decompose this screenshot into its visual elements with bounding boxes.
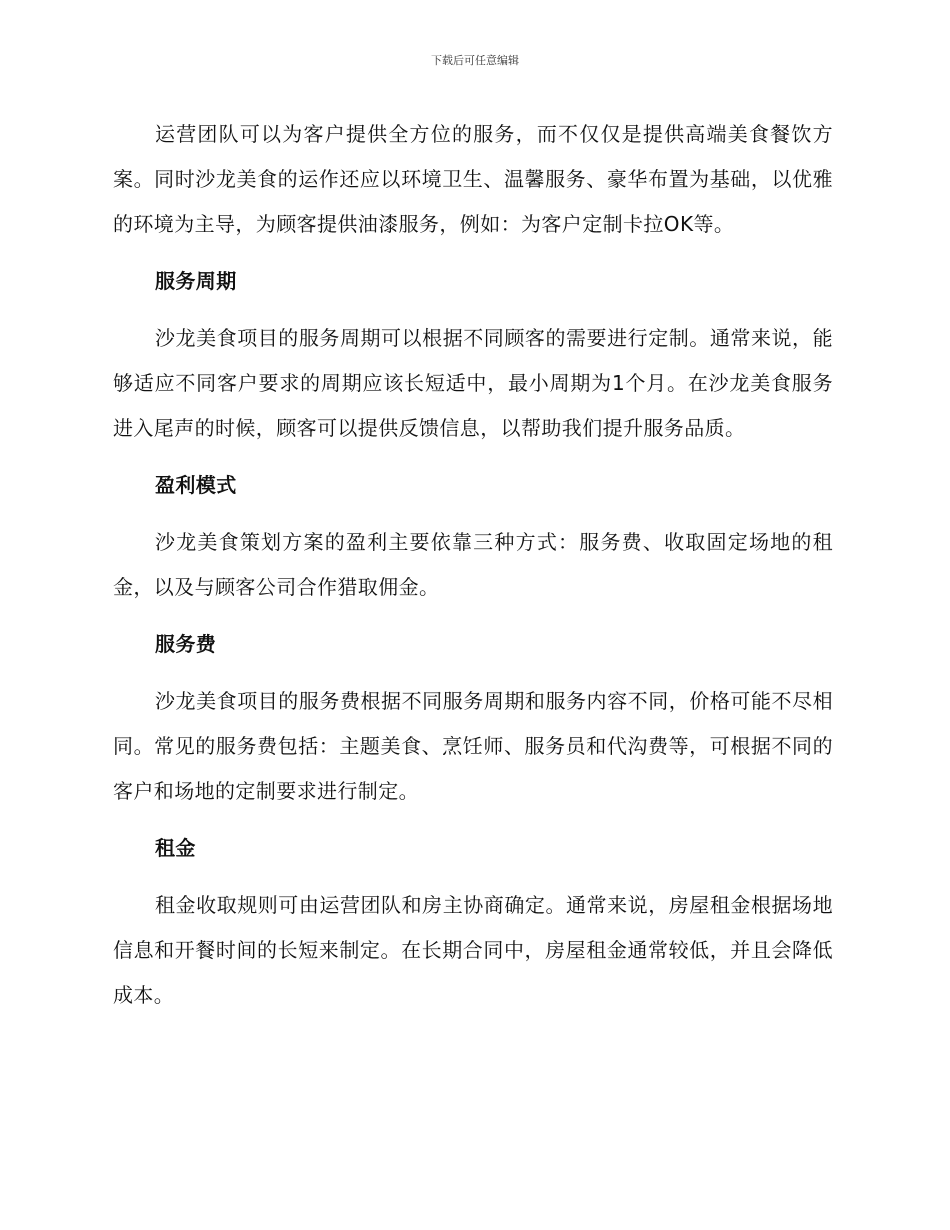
profit-model-paragraph: 沙龙美食策划方案的盈利主要依靠三种方式：服务费、收取固定场地的租金，以及与顾客公司合作猎取佣金。: [113, 530, 833, 599]
section-heading-service-cycle: 服务周期: [155, 269, 237, 293]
document-body: [113, 112, 833, 1030]
intro-paragraph: 运营团队可以为客户提供全方位的服务，而不仅仅是提供高端美食餐饮方案。同时沙龙美食的运作还应以环境卫生、温馨服务、豪华布置为基础，以优雅的环境为主导，为顾客提供油漆服务，例如：为客户定制卡拉OK等。: [113, 122, 833, 236]
section-heading-rent: 租金: [155, 836, 196, 860]
page-header: 下载后可任意编辑: [431, 54, 519, 67]
section-heading-service-fee: 服务费: [155, 632, 217, 656]
section-heading-profit-model: 盈利模式: [155, 473, 237, 497]
service-fee-paragraph: 沙龙美食项目的服务费根据不同服务周期和服务内容不同，价格可能不尽相同。常见的服务费包括：主题美食、烹饪师、服务员和代沟费等，可根据不同的客户和场地的定制要求进行制定。: [113, 689, 833, 803]
service-cycle-paragraph: 沙龙美食项目的服务周期可以根据不同顾客的需要进行定制。通常来说，能够适应不同客户要求的周期应该长短适中，最小周期为1个月。在沙龙美食服务进入尾声的时候，顾客可以提供反馈信息，以帮助我们提升服务品质。: [113, 326, 833, 440]
rent-paragraph: 租金收取规则可由运营团队和房主协商确定。通常来说，房屋租金根据场地信息和开餐时间的长短来制定。在长期合同中，房屋租金通常较低，并且会降低成本。: [113, 893, 833, 1007]
